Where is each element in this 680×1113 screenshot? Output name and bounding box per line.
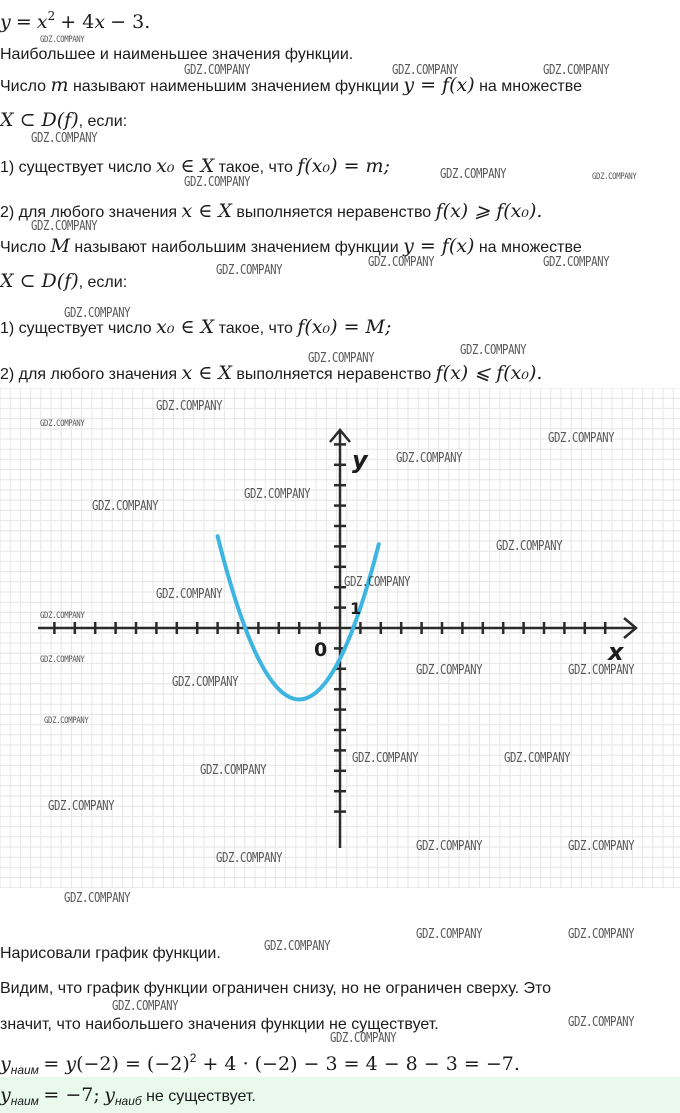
watermark: GDZ.COMPANY xyxy=(568,663,635,678)
watermark: GDZ.COMPANY xyxy=(396,451,463,466)
watermark: GDZ.COMPANY xyxy=(504,751,571,766)
watermark: GDZ.COMPANY xyxy=(548,431,615,446)
watermark: GDZ.COMPANY xyxy=(543,255,610,270)
watermark: GDZ.COMPANY xyxy=(40,611,85,621)
watermark: GDZ.COMPANY xyxy=(40,35,85,45)
watermark: GDZ.COMPANY xyxy=(543,63,610,78)
min-condition-2: 2) для любого значения x ∈ X выполняется неравенство f(x) ⩾ f(x₀). xyxy=(0,200,543,222)
watermark: GDZ.COMPANY xyxy=(416,663,483,678)
drew-graph-text: Нарисовали график функции. xyxy=(0,945,221,962)
min-value-calculation: $y_{наим} = y(-2) = (-2)^2 + 4 \cdot (-2) - 3 = 4 - 8 - 3 = -7$. xyxy=(0,1051,520,1077)
watermark: GDZ.COMPANY xyxy=(568,927,635,942)
watermark: GDZ.COMPANY xyxy=(264,939,331,954)
watermark: GDZ.COMPANY xyxy=(172,675,239,690)
watermark: GDZ.COMPANY xyxy=(184,175,251,190)
watermark: GDZ.COMPANY xyxy=(392,63,459,78)
max-definition-line: Число M называют наибольшим значением функции y = f(x) на множестве xyxy=(0,235,582,257)
watermark: GDZ.COMPANY xyxy=(216,263,283,278)
watermark: GDZ.COMPANY xyxy=(416,927,483,942)
watermark: GDZ.COMPANY xyxy=(352,751,419,766)
watermark: GDZ.COMPANY xyxy=(64,891,131,906)
max-condition-2: 2) для любого значения x ∈ X выполняется неравенство f(x) ⩽ f(x₀). xyxy=(0,362,543,384)
watermark: GDZ.COMPANY xyxy=(44,716,89,726)
watermark: GDZ.COMPANY xyxy=(330,1031,397,1046)
watermark: GDZ.COMPANY xyxy=(31,219,98,234)
watermark: GDZ.COMPANY xyxy=(592,172,637,182)
watermark: GDZ.COMPANY xyxy=(40,655,85,665)
x-axis-label: x xyxy=(608,638,624,666)
watermark: GDZ.COMPANY xyxy=(31,131,98,146)
watermark: GDZ.COMPANY xyxy=(368,255,435,270)
max-condition-1: 1) существует число x₀ ∈ X такое, что f(x₀) = M; xyxy=(0,316,392,338)
watermark: GDZ.COMPANY xyxy=(460,343,527,358)
answer-box xyxy=(0,1077,680,1113)
watermark: GDZ.COMPANY xyxy=(216,851,283,866)
watermark: GDZ.COMPANY xyxy=(200,763,267,778)
watermark: GDZ.COMPANY xyxy=(156,587,223,602)
heading: Наибольшее и наименьшее значения функции. xyxy=(0,46,354,63)
watermark: GDZ.COMPANY xyxy=(184,63,251,78)
watermark: GDZ.COMPANY xyxy=(440,167,507,182)
unit-label: 1 xyxy=(350,599,362,618)
watermark: GDZ.COMPANY xyxy=(156,399,223,414)
watermark: GDZ.COMPANY xyxy=(344,575,411,590)
watermark: GDZ.COMPANY xyxy=(92,499,159,514)
watermark: GDZ.COMPANY xyxy=(416,839,483,854)
watermark: GDZ.COMPANY xyxy=(568,839,635,854)
max-set-line: X ⊂ D(f), если: xyxy=(0,270,128,292)
watermark: GDZ.COMPANY xyxy=(48,799,115,814)
min-set-line: X ⊂ D(f), если: xyxy=(0,109,128,131)
origin-label: 0 xyxy=(314,639,328,661)
min-condition-1: 1) существует число x₀ ∈ X такое, что f(x₀) = m; xyxy=(0,155,390,177)
watermark: GDZ.COMPANY xyxy=(40,419,85,429)
min-definition-line: Число m называют наименьшим значением функции y = f(x) на множестве xyxy=(0,74,582,96)
y-axis-label: y xyxy=(352,446,368,474)
watermark: GDZ.COMPANY xyxy=(308,351,375,366)
watermark: GDZ.COMPANY xyxy=(496,539,563,554)
answer-line: $y_{наим} = -7$; $y_{наиб}$ не существует. xyxy=(0,1084,256,1108)
function-equation: $y = x^2 + 4x - 3$. xyxy=(0,9,151,33)
watermark: GDZ.COMPANY xyxy=(244,487,311,502)
watermark: GDZ.COMPANY xyxy=(112,999,179,1014)
conclusion-line-1: Видим, что график функции ограничен снизу, но не ограничен сверху. Это xyxy=(0,980,552,997)
conclusion-line-2: значит, что наибольшего значения функции не существует. xyxy=(0,1016,439,1033)
watermark: GDZ.COMPANY xyxy=(64,306,131,321)
watermark: GDZ.COMPANY xyxy=(568,1015,635,1030)
